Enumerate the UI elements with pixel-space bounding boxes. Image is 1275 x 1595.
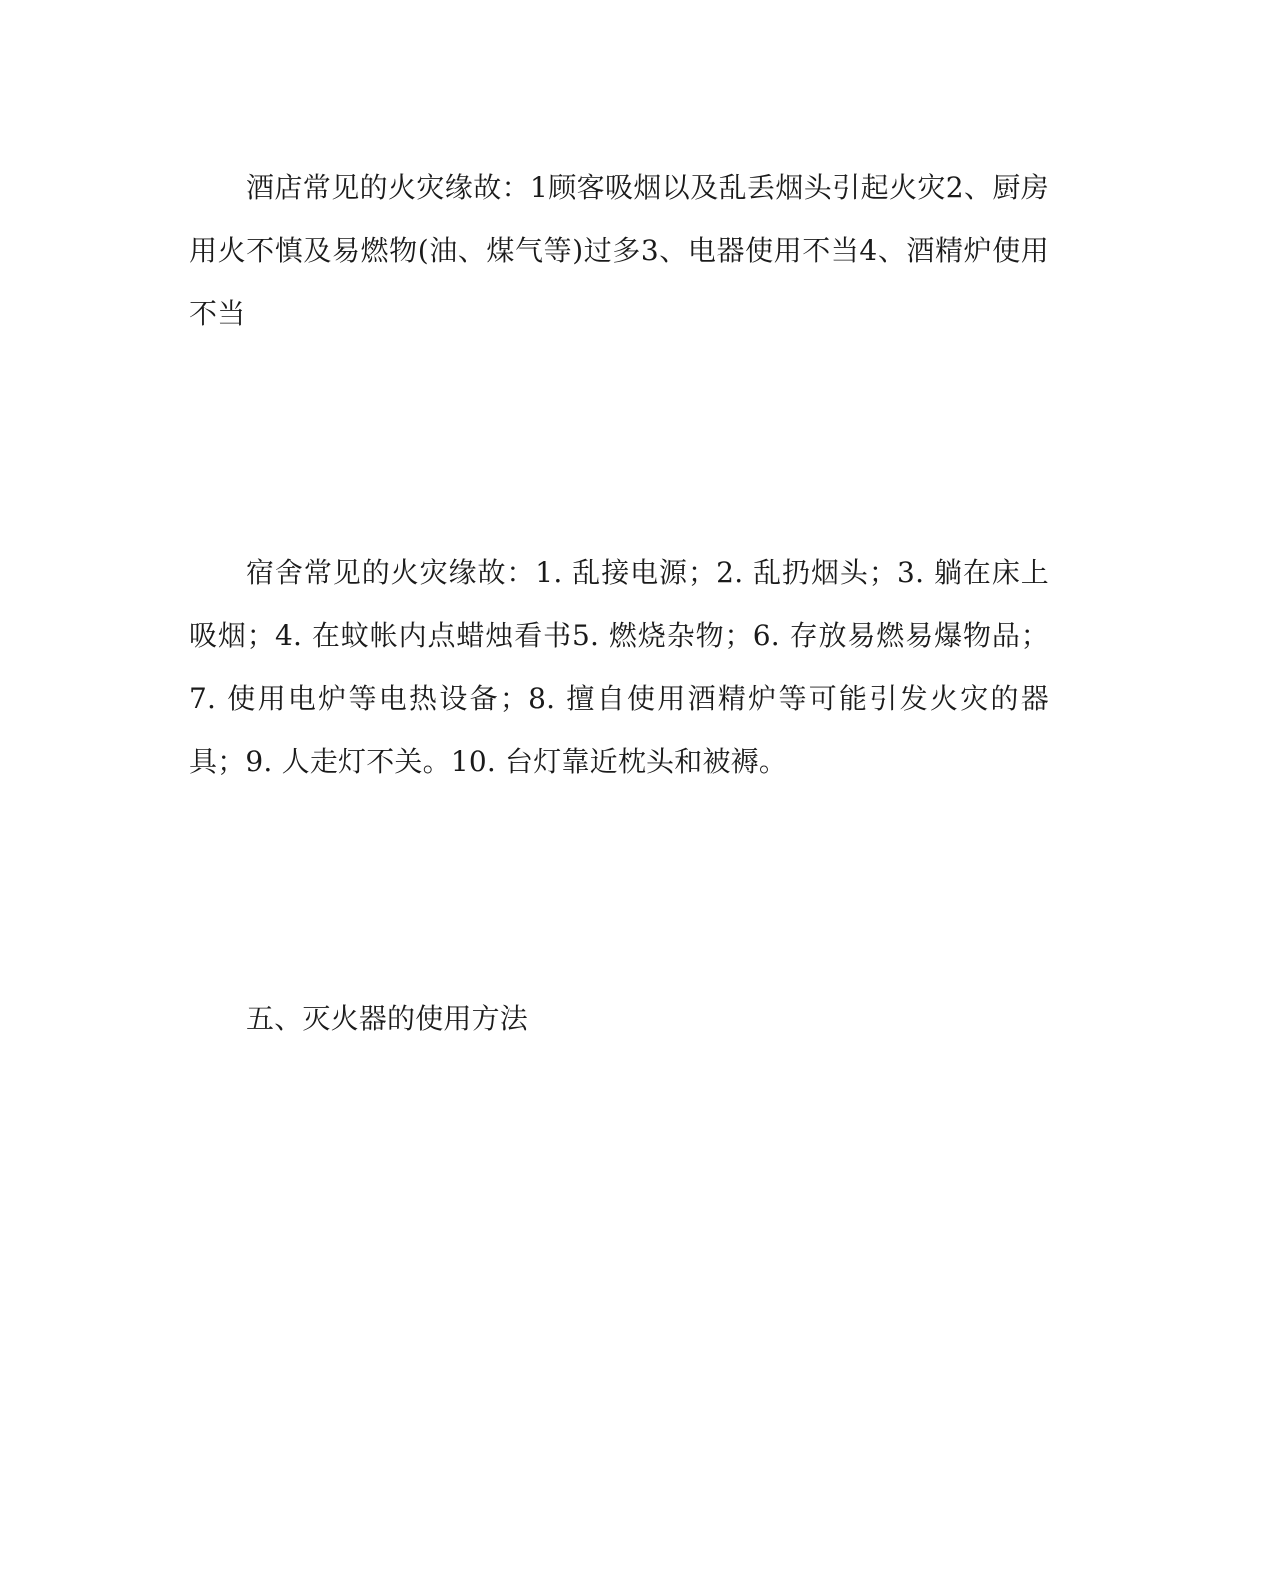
section-heading-extinguisher-usage: 五、灭火器的使用方法: [246, 1002, 529, 1035]
paragraph-hotel-fire-causes: 酒店常见的火灾缘故：1顾客吸烟以及乱丢烟头引起火灾2、厨房用火不慎及易燃物(油、煤气等)过多3、电器使用不当4、酒精炉使用不当: [189, 171, 1049, 330]
paragraph-dorm-fire-causes: 宿舍常见的火灾缘故：1. 乱接电源；2. 乱扔烟头；3. 躺在床上吸烟；4. 在蚊帐内点蜡烛看书5. 燃烧杂物；6. 存放易燃易爆物品；7. 使用电炉等电热设备；8. 擅自使用酒精炉等可能引发火灾的器具；9. 人走灯不关。10. 台灯靠近枕头和被褥。: [189, 556, 1049, 778]
